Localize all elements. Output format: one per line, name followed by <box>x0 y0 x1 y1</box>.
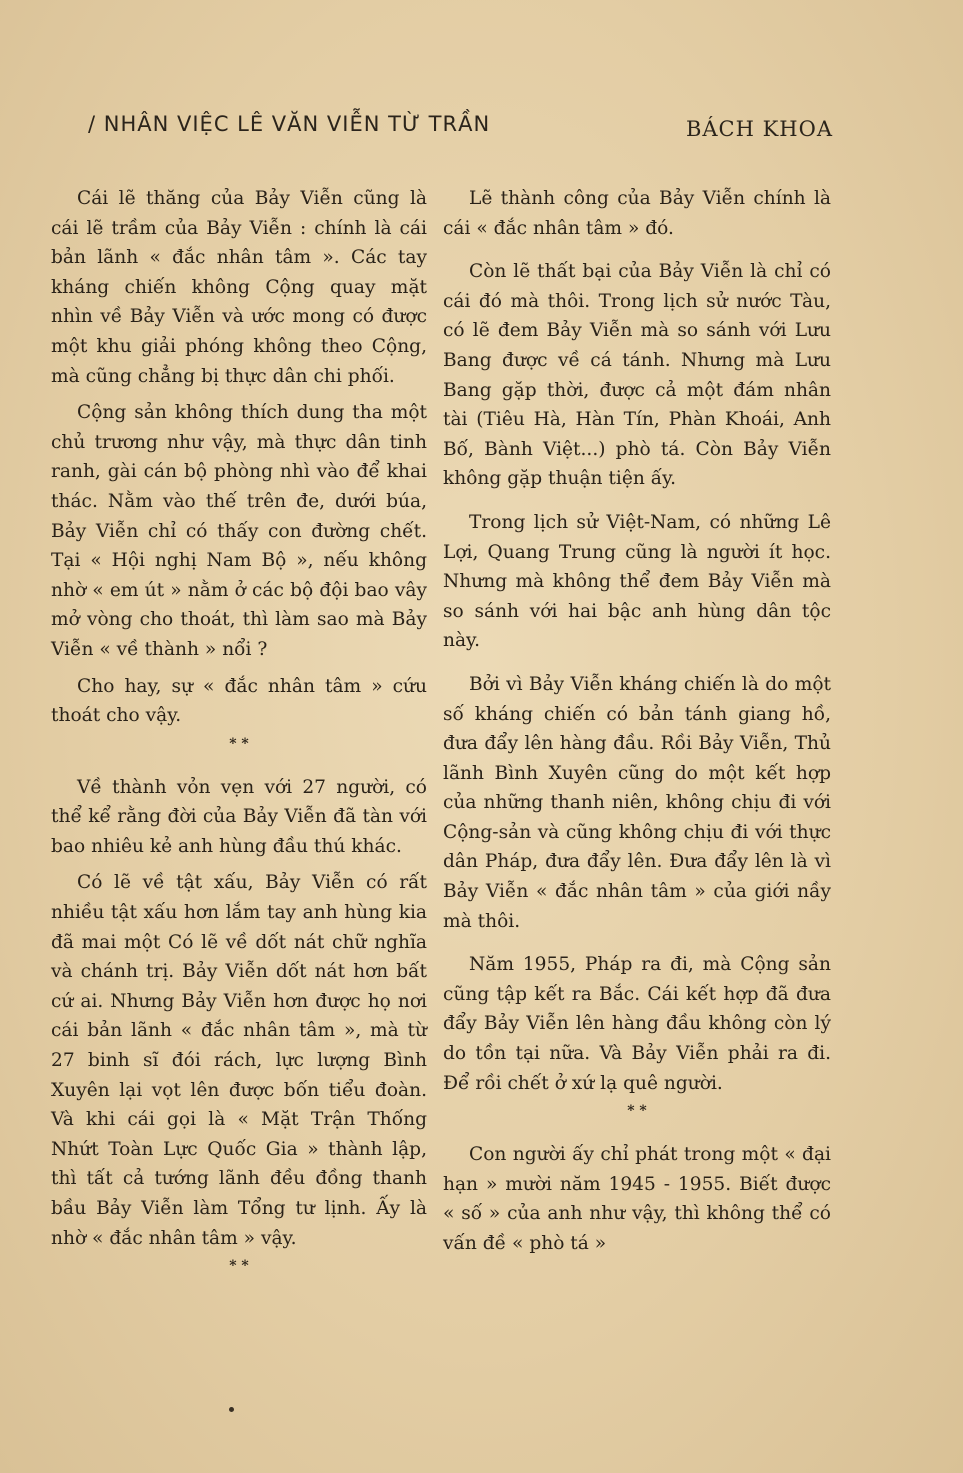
magazine-name: BÁCH KHOA <box>685 117 833 141</box>
page-dot <box>229 1407 234 1412</box>
divider-glyph: * * <box>627 1103 647 1120</box>
paragraph: Cái lẽ thăng của Bảy Viễn cũng là cái lẽ trầm của Bảy Viễn : chính là cái bản lãnh « đắc nhân tâm ». Các tay kháng chiến không Cộng quay mặt nhìn về Bảy Viễn và ước mong có được một khu giải phóng không theo Cộng, mà cũng chẳng bị thực dân chi phối. <box>51 188 427 387</box>
divider-glyph: * * <box>229 735 249 752</box>
paragraph: Có lẽ về tật xấu, Bảy Viễn có rất nhiều tật xấu hơn lắm tay anh hùng kia đã mai một Có lẽ về dốt nát chữ nghĩa và chánh trị. Bảy Viễn dốt nát hơn bất cứ ai. Nhưng Bảy Viễn hơn được họ nơi cái bản lãnh « đắc nhân tâm », mà từ 27 binh sĩ đói rách, lực lượng Bình Xuyên lại vọt lên được bốn tiểu đoàn. Và khi cái gọi là « Mặt Trận Thống Nhứt Toàn Lực Quốc Gia » thành lập, thì tất cả tướng lãnh đều đồng thanh bầu Bảy Viễn làm Tổng tư lịnh. Ấy là nhờ « đắc nhân tâm » vậy. <box>51 872 427 1249</box>
paragraph: Về thành vỏn vẹn với 27 người, có thể kể rằng đời của Bảy Viễn đã tàn với bao nhiêu kẻ anh hùng đầu thú khác. <box>51 776 427 857</box>
paragraph: Bởi vì Bảy Viễn kháng chiến là do một số kháng chiến có bản tánh giang hồ, đưa đẩy lên hàng đầu. Rồi Bảy Viễn, Thủ lãnh Bình Xuyên cũng do một kết hợp của những thanh niên, không chịu đi với Cộng-sản và cũng không chịu đi với thực dân Pháp, đưa đẩy lên. Đưa đẩy lên là vì Bảy Viễn « đắc nhân tâm » của giới nầy mà thôi. <box>443 673 831 932</box>
paragraph: Cộng sản không thích dung tha một chủ trương như vậy, mà thực dân tinh ranh, gài cán bộ phòng nhì vào để khai thác. Nằm vào thế trên đe, dưới búa, Bảy Viễn chỉ có thấy con đường chết. Tại « Hội nghị Nam Bộ », nếu không nhờ « em út » nằm ở các bộ đội bao vây mở vòng cho thoát, thì làm sao mà Bảy Viễn « về thành » nổi ? <box>51 402 427 660</box>
article-title: / NHÂN VIỆC LÊ VĂN VIỄN TỪ TRẦN <box>88 112 491 136</box>
paragraph: Lẽ thành công của Bảy Viễn chính là cái « đắc nhân tâm » đó. <box>443 188 831 239</box>
paragraph: Cho hay, sự « đắc nhân tâm » cứu thoát cho vậy. <box>51 675 427 727</box>
paragraph: Năm 1955, Pháp ra đi, mà Cộng sản cũng tập kết ra Bắc. Cái kết hợp đã đưa đẩy Bảy Viễn lên hàng đầu không còn lý do tồn tại nữa. Và Bảy Viễn phải ra đi. Để rồi chết ở xứ lạ quê người. <box>443 954 831 1094</box>
section-divider <box>443 1105 831 1118</box>
paragraph: Con người ấy chỉ phát trong một « đại hạn » mười năm 1945 - 1955. Biết được « số » của anh như vậy, thì không thể có vấn đề « phò tá » <box>443 1144 831 1254</box>
paragraph: Còn lẽ thất bại của Bảy Viễn là chỉ có cái đó mà thôi. Trong lịch sử nước Tàu, có lẽ đem Bảy Viễn mà so sánh với Lưu Bang được về cá tánh. Nhưng mà Lưu Bang gặp thời, được cả một đám nhân tài (Tiêu Hà, Hàn Tín, Phàn Khoái, Anh Bố, Bành Việt...) phò tá. Còn Bảy Viễn không gặp thuận tiện ấy. <box>443 261 831 490</box>
section-divider <box>51 735 427 752</box>
paragraph: Trong lịch sử Việt-Nam, có những Lê Lợi, Quang Trung cũng là người ít học. Nhưng mà không thể đem Bảy Viễn mà so sánh với hai bậc anh hùng dân tộc này. <box>443 511 831 652</box>
section-divider <box>51 1260 427 1273</box>
divider-glyph: * * <box>229 1258 249 1275</box>
right-column <box>443 184 831 1266</box>
left-column <box>51 184 427 1295</box>
